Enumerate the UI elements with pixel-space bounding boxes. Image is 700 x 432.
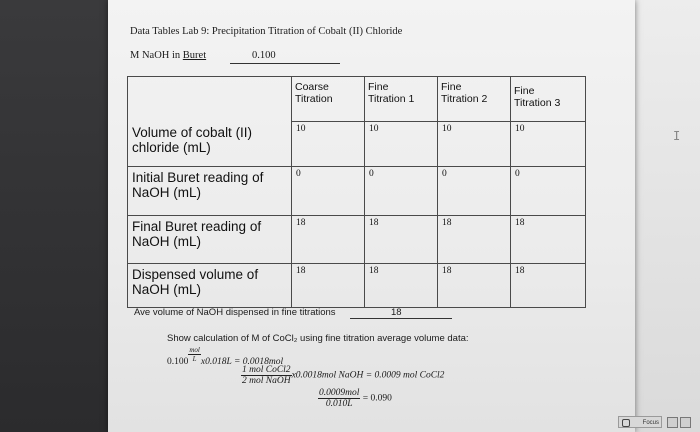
molarity-label-prefix: M NaOH in [130, 50, 183, 61]
titration-data-table [127, 76, 586, 308]
background-right [635, 0, 700, 432]
calc-line-2-fraction: $\frac{\text{1 mol CoCl2}}{\text{2 mol NaOH}}$ [242, 365, 291, 386]
cell-dispensed-fine-2[interactable]: 18 [438, 263, 511, 307]
cell-initial-fine-2[interactable]: 0 [438, 166, 511, 215]
calc-line-2 [241, 365, 444, 386]
cell-final-fine-3[interactable]: 18 [511, 215, 586, 263]
calc-line-1-lead: 0.100 [167, 357, 189, 367]
focus-mode-button[interactable] [618, 416, 662, 428]
cell-volume-fine-1[interactable]: 10 [365, 122, 438, 167]
cell-final-fine-2[interactable]: 18 [438, 215, 511, 263]
average-volume-value[interactable]: 18 [391, 307, 402, 318]
cell-volume-fine-2[interactable]: 10 [438, 122, 511, 167]
average-blank-line [350, 318, 452, 319]
read-mode-icon[interactable] [667, 417, 678, 428]
header-coarse-titration: Coarse Titration [292, 77, 365, 122]
header-fine-titration-2: Fine Titration 2 [438, 77, 511, 122]
average-volume-label: Ave volume of NaOH dispensed in fine titrations [134, 307, 336, 318]
row-label-volume-cobalt: Volume of cobalt (II) chloride (mL) [128, 122, 292, 167]
table-row [128, 215, 586, 263]
molarity-value[interactable]: 0.100 [252, 50, 276, 61]
calc-line-2-rest: x0.0018mol NaOH = 0.0009 mol CoCl2 [291, 370, 445, 381]
row-label-final-reading: Final Buret reading of NaOH (mL) [128, 215, 292, 263]
cell-final-fine-1[interactable]: 18 [365, 215, 438, 263]
molarity-blank-line [230, 63, 340, 64]
focus-label: Focus [642, 420, 659, 426]
row-label-dispensed-volume: Dispensed volume of NaOH (mL) [128, 263, 292, 307]
table-corner-cell [128, 77, 292, 122]
text-cursor-icon: I [673, 129, 681, 143]
table-header-row [128, 77, 586, 122]
background-left [0, 0, 108, 432]
cell-dispensed-fine-1[interactable]: 18 [365, 263, 438, 307]
row-label-initial-reading: Initial Buret reading of NaOH (mL) [128, 166, 292, 215]
calc-line-3-rest[interactable]: = 0.090 [362, 393, 392, 404]
table-row [128, 122, 586, 167]
calc-line-1-unit: $\frac{\text{mol}}{L}$ [189, 346, 200, 363]
average-volume-row [134, 307, 402, 318]
table-row [128, 263, 586, 307]
cell-final-coarse[interactable]: 18 [292, 215, 365, 263]
document-title: Data Tables Lab 9: Precipitation Titration of Cobalt (II) Chloride [130, 26, 403, 37]
cell-initial-coarse[interactable]: 0 [292, 166, 365, 215]
table-row [128, 166, 586, 215]
calc-line-3-fraction: $\frac{\text{0.0009mol}}{0.010L}$ [319, 388, 360, 409]
focus-icon [622, 419, 630, 427]
molarity-label [130, 50, 206, 61]
cell-volume-fine-3[interactable]: 10 [511, 122, 586, 167]
cell-dispensed-fine-3[interactable]: 18 [511, 263, 586, 307]
cell-dispensed-coarse[interactable]: 18 [292, 263, 365, 307]
cell-initial-fine-1[interactable]: 0 [365, 166, 438, 215]
calc-line-1-rest: x0.018L = 0.0018mol [200, 357, 284, 367]
calc-line-1 [167, 346, 283, 367]
cell-initial-fine-3[interactable]: 0 [511, 166, 586, 215]
calculation-prompt: Show calculation of M of CoCl₂ using fine titration average volume data: [167, 333, 469, 344]
print-layout-icon[interactable] [680, 417, 691, 428]
header-fine-titration-3: Fine Titration 3 [511, 77, 586, 122]
molarity-label-word: Buret [182, 50, 207, 61]
header-fine-titration-1: Fine Titration 1 [365, 77, 438, 122]
molarity-row [130, 50, 276, 61]
calc-line-3 [318, 388, 392, 409]
cell-volume-coarse[interactable]: 10 [292, 122, 365, 167]
